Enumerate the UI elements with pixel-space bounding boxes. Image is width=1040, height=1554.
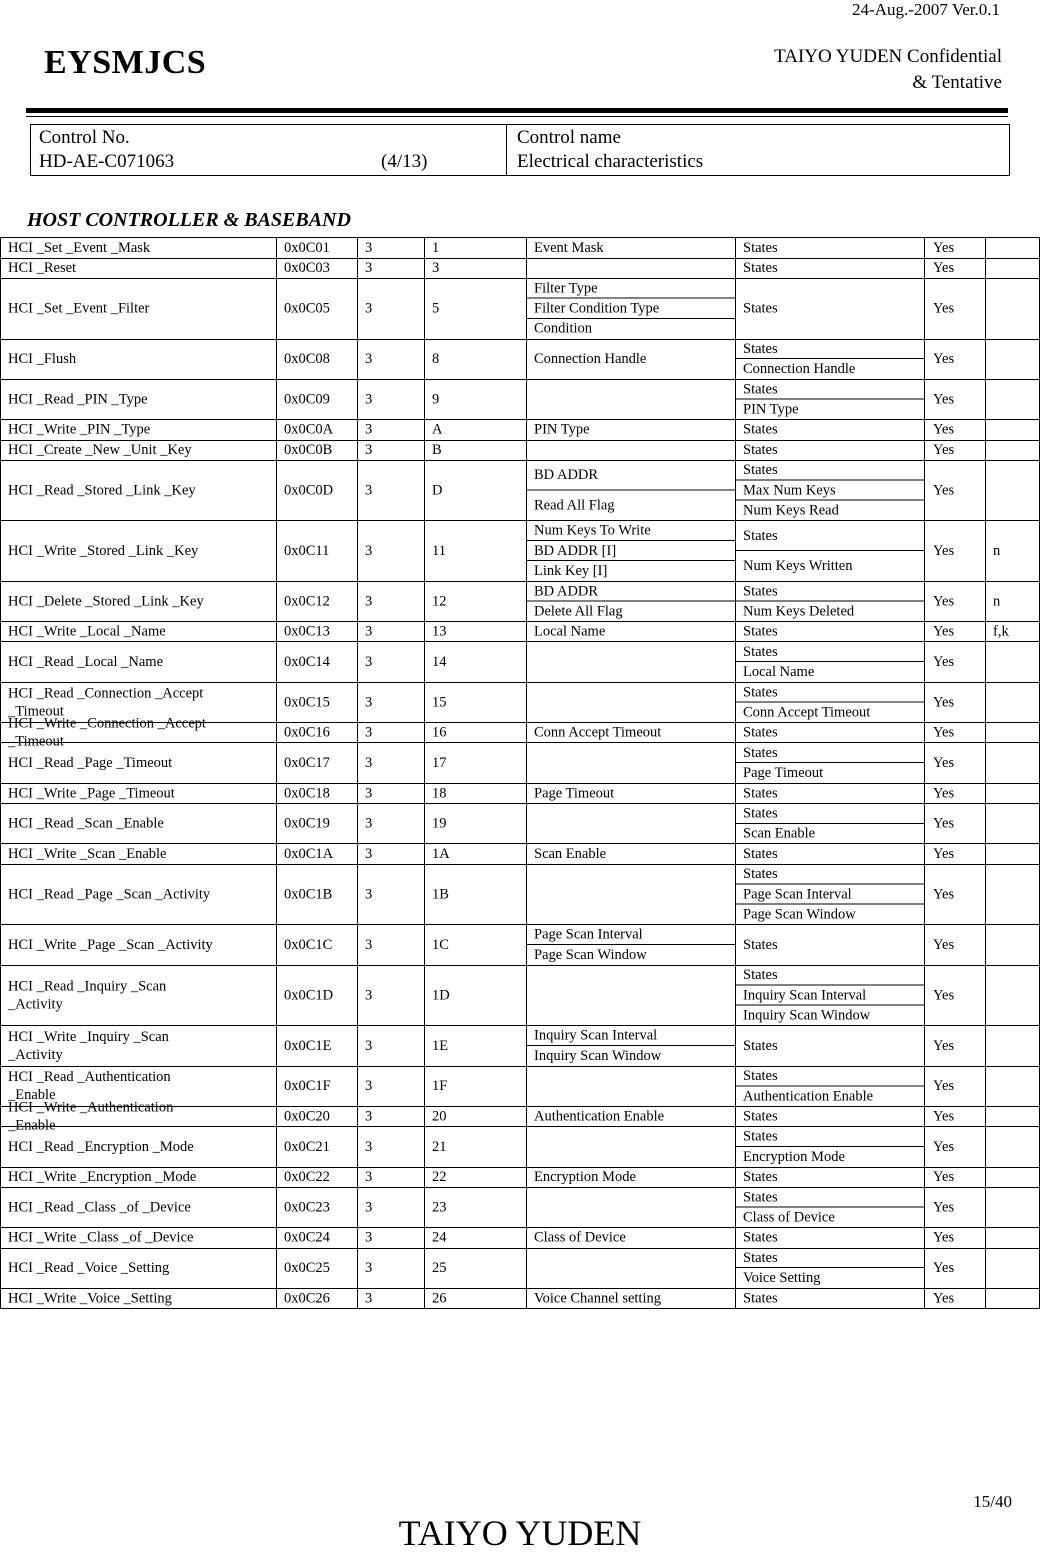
opcode-cell: 0x0C20 [284,1108,330,1125]
parameter-cell: Encryption Mode [534,1169,636,1186]
return-cell: States [743,340,778,357]
return-cell: States [743,1037,778,1054]
ocf-cell: 1 [432,239,440,256]
ogf-cell: 3 [365,1290,373,1307]
command-name: HCI _Write _Authentication [8,1099,174,1116]
supported-cell: Yes [933,542,955,559]
return-cell: States [743,421,778,438]
opcode-cell: 0x0C08 [284,351,330,368]
ocf-cell: 25 [432,1260,447,1277]
opcode-cell: 0x0C12 [284,593,330,610]
return-cell: States [743,936,778,953]
return-cell: States [743,260,778,277]
control-name-value: Electrical characteristics [517,151,704,172]
opcode-cell: 0x0C1B [284,886,333,903]
command-name: HCI _Write _Inquiry _Scan [8,1028,169,1045]
ogf-cell: 3 [365,755,373,772]
return-cell: States [743,441,778,458]
supported-cell: Yes [933,1290,955,1307]
opcode-cell: 0x0C0A [284,421,334,438]
return-cell: Num Keys Written [743,558,853,575]
opcode-cell: 0x0C03 [284,260,330,277]
return-cell: States [743,1189,778,1206]
return-cell: Connection Handle [743,361,856,378]
ocf-cell: 24 [432,1229,447,1246]
ogf-cell: 3 [365,1138,373,1155]
opcode-cell: 0x0C23 [284,1199,330,1216]
return-cell: States [743,527,778,544]
ocf-cell: 8 [432,351,440,368]
supported-cell: Yes [933,815,955,832]
ocf-cell: 3 [432,260,440,277]
opcode-cell: 0x0C09 [284,391,330,408]
return-cell: Inquiry Scan Window [743,1007,871,1024]
supported-cell: Yes [933,654,955,671]
ocf-cell: 1D [432,987,450,1004]
parameter-cell: Local Name [534,623,606,640]
ogf-cell: 3 [365,482,373,499]
return-cell: States [743,684,778,701]
supported-cell: Yes [933,623,955,640]
parameter-cell: Page Scan Window [534,946,647,963]
command-name: HCI _Read _Connection _Accept [8,685,204,702]
ogf-cell: 3 [365,260,373,277]
command-name: HCI _Write _Connection _Accept [8,715,206,732]
opcode-cell: 0x0C11 [284,542,330,559]
command-name: HCI _Write _Stored _Link _Key [8,542,199,559]
opcode-cell: 0x0C0D [284,482,334,499]
command-name: HCI _Read _Class _of _Device [8,1199,191,1216]
return-cell: Scan Enable [743,825,816,842]
ocf-cell: 11 [432,542,446,559]
note-cell: n [993,542,1001,559]
ogf-cell: 3 [365,1260,373,1277]
hci-command-table [0,237,1040,1334]
return-cell: States [743,1290,778,1307]
supported-cell: Yes [933,421,955,438]
command-name-wrap: _Enable [8,1117,56,1134]
opcode-cell: 0x0C25 [284,1260,330,1277]
return-cell: States [743,1249,778,1266]
control-no-label: Control No. [39,127,130,148]
ogf-cell: 3 [365,1037,373,1054]
parameter-cell: Delete All Flag [534,603,623,620]
ogf-cell: 3 [365,936,373,953]
ocf-cell: 26 [432,1290,447,1307]
ocf-cell: 17 [432,755,447,772]
opcode-cell: 0x0C19 [284,815,330,832]
ogf-cell: 3 [365,1169,373,1186]
parameter-cell: Inquiry Scan Window [534,1047,662,1064]
return-cell: States [743,643,778,660]
parameter-cell: Filter Condition Type [534,300,660,317]
supported-cell: Yes [933,1229,955,1246]
return-cell: Authentication Enable [743,1088,874,1105]
control-box [30,124,1010,176]
supported-cell: Yes [933,300,955,317]
return-cell: States [743,623,778,640]
parameter-cell: Conn Accept Timeout [534,724,662,741]
parameter-cell: Read All Flag [534,497,615,514]
ogf-cell: 3 [365,300,373,317]
parameter-cell: Page Scan Interval [534,926,643,943]
ocf-cell: 21 [432,1138,447,1155]
supported-cell: Yes [933,1108,955,1125]
ocf-cell: 23 [432,1199,447,1216]
command-name: HCI _Flush [8,351,77,368]
ogf-cell: 3 [365,593,373,610]
ocf-cell: 20 [432,1108,447,1125]
opcode-cell: 0x0C14 [284,654,330,671]
parameter-cell: Connection Handle [534,351,647,368]
command-name: HCI _Write _Page _Scan _Activity [8,936,213,953]
document-logo: EYSMJCS [44,44,207,81]
supported-cell: Yes [933,987,955,1004]
supported-cell: Yes [933,1138,955,1155]
ogf-cell: 3 [365,1078,373,1095]
ogf-cell: 3 [365,351,373,368]
return-cell: Num Keys Deleted [743,603,855,620]
command-name-wrap: _Timeout [8,703,64,720]
ocf-cell: D [432,482,443,499]
ogf-cell: 3 [365,542,373,559]
return-cell: States [743,866,778,883]
return-cell: States [743,1108,778,1125]
parameter-cell: BD ADDR [534,467,599,484]
command-name: HCI _Write _Page _Timeout [8,785,175,802]
supported-cell: Yes [933,785,955,802]
supported-cell: Yes [933,755,955,772]
date-version: 24-Aug.-2007 Ver.0.1 [852,0,1000,19]
ogf-cell: 3 [365,1229,373,1246]
return-cell: Page Timeout [743,765,824,782]
ocf-cell: 1C [432,936,449,953]
supported-cell: Yes [933,1078,955,1095]
section-title: HOST CONTROLLER & BASEBAND [27,209,351,231]
parameter-cell: BD ADDR [534,583,599,600]
ocf-cell: 5 [432,300,440,317]
ocf-cell: 15 [432,694,447,711]
parameter-cell: Authentication Enable [534,1108,665,1125]
command-name-wrap: _Activity [8,996,63,1013]
parameter-cell: Voice Channel setting [534,1290,661,1307]
return-cell: Conn Accept Timeout [743,704,871,721]
return-cell: States [743,1169,778,1186]
return-cell: Num Keys Read [743,502,839,519]
ogf-cell: 3 [365,1199,373,1216]
supported-cell: Yes [933,936,955,953]
ocf-cell: A [432,421,443,438]
ogf-cell: 3 [365,391,373,408]
opcode-cell: 0x0C21 [284,1138,330,1155]
supported-cell: Yes [933,482,955,499]
supported-cell: Yes [933,1037,955,1054]
opcode-cell: 0x0C05 [284,300,330,317]
ogf-cell: 3 [365,694,373,711]
footer-company: TAIYO YUDEN [398,1513,642,1553]
ocf-cell: 13 [432,623,447,640]
parameter-cell: Inquiry Scan Interval [534,1027,658,1044]
note-cell: n [993,593,1001,610]
command-name: HCI _Read _Encryption _Mode [8,1138,194,1155]
return-cell: States [743,845,778,862]
parameter-cell: Scan Enable [534,845,607,862]
command-name: HCI _Write _Class _of _Device [8,1229,194,1246]
opcode-cell: 0x0C26 [284,1290,330,1307]
return-cell: States [743,583,778,600]
ogf-cell: 3 [365,815,373,832]
supported-cell: Yes [933,845,955,862]
return-cell: States [743,381,778,398]
command-name: HCI _Delete _Stored _Link _Key [8,593,204,610]
supported-cell: Yes [933,351,955,368]
supported-cell: Yes [933,239,955,256]
command-name: HCI _Write _Scan _Enable [8,845,167,862]
return-cell: States [743,300,778,317]
supported-cell: Yes [933,441,955,458]
parameter-cell: Link Key [I] [534,563,608,580]
return-cell: Voice Setting [743,1270,821,1287]
parameter-cell: PIN Type [534,421,590,438]
return-cell: States [743,239,778,256]
ocf-cell: 1A [432,845,450,862]
return-cell: States [743,785,778,802]
command-name: HCI _Read _Page _Scan _Activity [8,886,211,903]
ocf-cell: 18 [432,785,447,802]
header-rule-thin [26,116,1008,117]
return-cell: Encryption Mode [743,1148,845,1165]
command-name: HCI _Create _New _Unit _Key [8,441,192,458]
ogf-cell: 3 [365,421,373,438]
supported-cell: Yes [933,886,955,903]
parameter-cell: Class of Device [534,1229,626,1246]
opcode-cell: 0x0C1F [284,1078,331,1095]
confidential-label: TAIYO YUDEN Confidential [774,46,1002,67]
supported-cell: Yes [933,1169,955,1186]
parameter-cell: Page Timeout [534,785,615,802]
tentative-label: & Tentative [912,72,1002,93]
ogf-cell: 3 [365,987,373,1004]
control-page-fraction: (4/13) [381,151,428,172]
header-rule [26,108,1008,113]
opcode-cell: 0x0C1E [284,1037,332,1054]
ocf-cell: 1E [432,1037,449,1054]
command-name: HCI _Read _Local _Name [8,654,164,671]
command-name: HCI _Write _Encryption _Mode [8,1169,197,1186]
opcode-cell: 0x0C16 [284,724,330,741]
command-name-wrap: _Enable [8,1087,56,1104]
command-name-wrap: _Activity [8,1046,63,1063]
return-cell: States [743,1128,778,1145]
ocf-cell: 1F [432,1078,448,1095]
opcode-cell: 0x0C0B [284,441,333,458]
command-name: HCI _Reset [8,260,77,277]
control-box-divider [506,125,507,175]
command-name: HCI _Write _PIN _Type [8,421,151,438]
return-cell: States [743,744,778,761]
return-cell: States [743,462,778,479]
command-name: HCI _Read _PIN _Type [8,391,148,408]
ogf-cell: 3 [365,623,373,640]
command-name-wrap: _Timeout [8,733,64,750]
ogf-cell: 3 [365,845,373,862]
ogf-cell: 3 [365,785,373,802]
command-name: HCI _Read _Scan _Enable [8,815,164,832]
return-cell: States [743,724,778,741]
opcode-cell: 0x0C01 [284,239,330,256]
return-cell: Local Name [743,664,815,681]
supported-cell: Yes [933,694,955,711]
opcode-cell: 0x0C18 [284,785,330,802]
control-no-value: HD-AE-C071063 [39,151,175,172]
supported-cell: Yes [933,1260,955,1277]
note-cell: f,k [993,623,1009,640]
page-number: 15/40 [973,1492,1012,1511]
ogf-cell: 3 [365,441,373,458]
command-name: HCI _Write _Local _Name [8,623,166,640]
supported-cell: Yes [933,391,955,408]
ogf-cell: 3 [365,654,373,671]
return-cell: States [743,1068,778,1085]
return-cell: PIN Type [743,401,799,418]
opcode-cell: 0x0C1A [284,845,334,862]
opcode-cell: 0x0C1C [284,936,333,953]
parameter-cell: Event Mask [534,239,604,256]
opcode-cell: 0x0C17 [284,755,330,772]
return-cell: Class of Device [743,1209,835,1226]
supported-cell: Yes [933,1199,955,1216]
parameter-cell: BD ADDR [I] [534,542,617,559]
ogf-cell: 3 [365,1108,373,1125]
control-name-label: Control name [517,127,621,148]
ocf-cell: 9 [432,391,440,408]
ocf-cell: 14 [432,654,447,671]
return-cell: States [743,1229,778,1246]
supported-cell: Yes [933,724,955,741]
supported-cell: Yes [933,260,955,277]
return-cell: Page Scan Interval [743,886,852,903]
ocf-cell: 1B [432,886,449,903]
return-cell: Max Num Keys [743,482,836,499]
ocf-cell: 16 [432,724,447,741]
opcode-cell: 0x0C13 [284,623,330,640]
command-name: HCI _Read _Inquiry _Scan [8,978,167,995]
parameter-cell: Filter Type [534,280,598,297]
ocf-cell: B [432,441,442,458]
opcode-cell: 0x0C24 [284,1229,330,1246]
ogf-cell: 3 [365,724,373,741]
parameter-cell: Num Keys To Write [534,522,651,539]
command-name: HCI _Set _Event _Mask [8,239,151,256]
ocf-cell: 22 [432,1169,447,1186]
return-cell: States [743,967,778,984]
command-name: HCI _Read _Voice _Setting [8,1260,170,1277]
command-name: HCI _Set _Event _Filter [8,300,150,317]
return-cell: Inquiry Scan Interval [743,987,867,1004]
ocf-cell: 19 [432,815,447,832]
return-cell: Page Scan Window [743,906,856,923]
return-cell: States [743,805,778,822]
ocf-cell: 12 [432,593,447,610]
parameter-cell: Condition [534,320,593,337]
command-name: HCI _Read _Page _Timeout [8,755,173,772]
opcode-cell: 0x0C1D [284,987,334,1004]
command-name: HCI _Read _Stored _Link _Key [8,482,196,499]
command-name: HCI _Write _Voice _Setting [8,1290,172,1307]
ogf-cell: 3 [365,886,373,903]
command-name: HCI _Read _Authentication [8,1069,171,1086]
ogf-cell: 3 [365,239,373,256]
opcode-cell: 0x0C22 [284,1169,330,1186]
opcode-cell: 0x0C15 [284,694,330,711]
supported-cell: Yes [933,593,955,610]
